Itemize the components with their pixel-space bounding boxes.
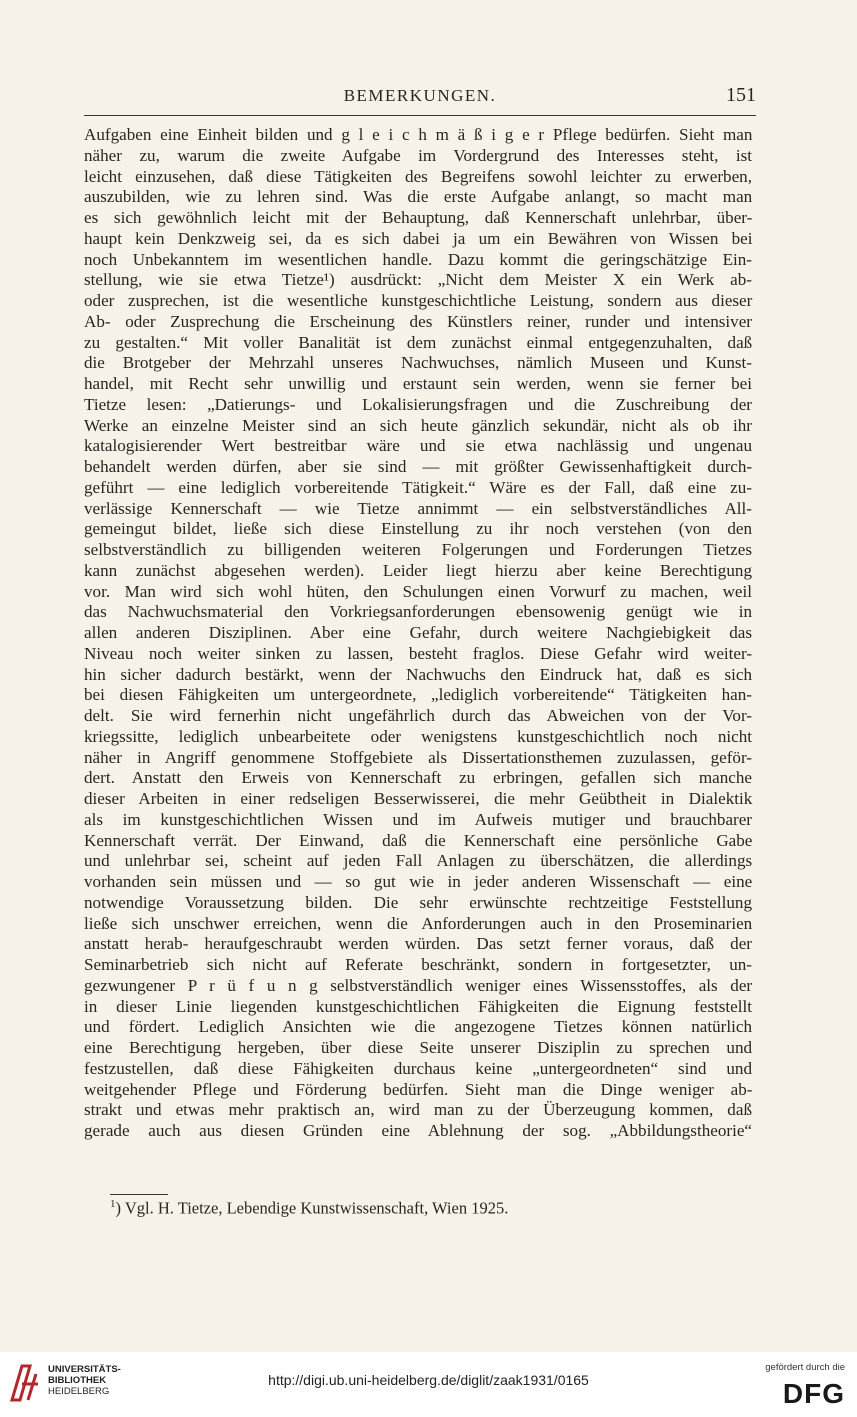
text-line: eine Berechtigung hergeben, über diese Seite unserer Disziplin zu sprechen und xyxy=(84,1038,753,1057)
footnote xyxy=(110,1198,508,1219)
text-line: gezwungener P r ü f u n g selbstverständlich weniger eines Wissensstoffes, als der xyxy=(84,975,753,995)
text-line: kriegssitte, lediglich unbearbeitete oder wenigstens kunstgeschichtlich noch nicht xyxy=(84,726,752,746)
text-line: dieser Arbeiten in einer redseligen Besserwisserei, die mehr Geübtheit in Dialektik xyxy=(84,789,753,808)
text-line: und unlehrbar sei, scheint auf jeden Fall Anlagen zu überschätzen, die allerdings xyxy=(84,851,753,871)
text-line: als im kunstgeschichtlichen Wissen und im Aufweis mutiger und brauchbarer xyxy=(84,809,752,829)
running-head: BEMERKUNGEN. xyxy=(343,86,497,105)
text-line: Seminarbetrieb sich nicht auf Referate beschränkt, sondern in fortgesetzter, un- xyxy=(84,955,752,974)
text-line: anstatt herab- heraufgeschraubt werden würden. Das setzt ferner voraus, daß der xyxy=(84,934,752,954)
library-name-line-3: HEIDELBERG xyxy=(48,1386,110,1397)
text-line: haupt kein Denkzweig sei, da es sich dabei ja um ein Bewähren von Wissen bei xyxy=(84,228,753,248)
text-line: dert. Anstatt den Erweis von Kennerschaft zu erbringen, gefallen sich manche xyxy=(84,768,752,788)
text-line: das Nachwuchsmaterial den Vorkriegsanforderungen ebensowenig genügt wie in xyxy=(84,602,752,622)
text-line: gerade auch aus diesen Gründen eine Ablehnung der sog. „Abbildungstheorie“ xyxy=(84,1121,752,1140)
text-line: leicht einzusehen, daß diese Tätigkeiten des Begreifens sowohl leichter zu erwerben, xyxy=(84,166,752,186)
text-line: selbstverständlich zu billigenden weiteren Folgerungen und Forderungen Tietzes xyxy=(84,540,752,559)
text-line: delt. Sie wird fernerhin nicht ungefährlich durch das Abweichen von der Vor- xyxy=(84,706,752,725)
text-line: festzustellen, daß diese Fähigkeiten durchaus keine „untergeordneten“ sind und xyxy=(84,1058,752,1078)
text-line: stellung, wie sie etwa Tietze¹) ausdrückt: „Nicht dem Meister X ein Werk ab- xyxy=(84,270,752,290)
page-number: 151 xyxy=(726,84,756,106)
permalink-url[interactable]: http://digi.ub.uni-heidelberg.de/diglit/zaak1931/0165 xyxy=(268,1372,589,1388)
text-line: behandelt werden dürfen, aber sie sind — mit größter Gewissenhaftigkeit durch- xyxy=(84,457,753,476)
header-rule xyxy=(84,115,756,116)
text-line: und fördert. Lediglich Ansichten wie die angezogene Tietzes können natürlich xyxy=(84,1017,752,1037)
text-line: oder zusprechen, ist die wesentliche kunstgeschichtliche Leistung, sondern aus dieser xyxy=(84,291,753,310)
text-line: gemeingut bildet, ließe sich diese Einstellung zu ihr noch verstehen (von den xyxy=(84,519,752,539)
text-line: Niveau noch weiter sinken zu lassen, besteht fraglos. Diese Gefahr wird weiter- xyxy=(84,643,753,663)
text-line: Aufgaben eine Einheit bilden und g l e i c h m ä ß i g e r Pflege bedürfen. Sieht man xyxy=(84,125,753,144)
library-name-line-2: BIBLIOTHEK xyxy=(48,1375,107,1386)
body-text xyxy=(84,125,752,1142)
text-line: allen anderen Disziplinen. Aber eine Gefahr, durch weitere Nachgiebigkeit das xyxy=(84,623,752,642)
text-line: verlässige Kennerschaft — wie Tietze annimmt — ein selbstverständliches All- xyxy=(84,498,752,518)
text-line: die Brotgeber der Mehrzahl unseres Nachwuchses, nämlich Museen und Kunst- xyxy=(84,353,752,373)
text-line: in dieser Linie liegenden kunstgeschichtlichen Fähigkeiten die Eignung feststellt xyxy=(84,996,752,1016)
footnote-text: ) Vgl. H. Tietze, Lebendige Kunstwissenschaft, Wien 1925. xyxy=(115,1198,509,1218)
page-header xyxy=(84,84,756,114)
text-line: hin sicher dadurch bestärkt, wenn der Nachwuchs den Eindruck hat, daß es sich xyxy=(84,664,752,684)
text-line: bei diesen Fähigkeiten um untergeordnete, „lediglich vorbereitende“ Tätigkeiten han- xyxy=(84,685,752,705)
text-line: vorhanden sein müssen und — so gut wie in jeder anderen Wissenschaft — eine xyxy=(84,872,753,891)
text-line: weitgehender Pflege und Förderung bedürfen. Sieht man die Dinge weniger ab- xyxy=(84,1079,753,1099)
text-line: geführt — eine lediglich vorbereitende Tätigkeit.“ Wäre es der Fall, daß eine zu- xyxy=(84,477,752,497)
text-line: katalogisierender Wert bestreitbar wäre und sie etwa nachlässig und ungenau xyxy=(84,436,752,456)
text-line: näher zu, warum die zweite Aufgabe im Vordergrund des Interesses steht, ist xyxy=(84,145,752,165)
text-line: Werke an einzelne Meister sind an sich heute gänzlich sekundär, nicht als ob ihr xyxy=(84,415,752,435)
text-line: näher in Angriff genommene Stoffgebiete als Dissertationsthemen zuzulassen, geför- xyxy=(84,747,752,767)
text-line: handel, mit Recht sehr unwillig und erstaunt sein werden, wenn sie ferner bei xyxy=(84,374,752,393)
text-line: zu gestalten.“ Mit voller Banalität ist dem zunächst einmal entgegenzuhalten, daß xyxy=(84,332,753,352)
text-line: Ab- oder Zusprechung die Erscheinung des Künstlers reiner, runder und intensiver xyxy=(84,311,752,331)
text-line: vor. Man wird sich wohl hüten, den Schulungen einen Vorwurf zu machen, weil xyxy=(84,581,752,601)
footnote-rule xyxy=(110,1194,168,1195)
text-line: ließe sich unschwer erreichen, wenn die Anforderungen auch in den Proseminarien xyxy=(84,913,753,933)
footnote-marker: 1 xyxy=(110,1198,116,1210)
text-line: noch Unbekanntem im wesentlichen handle. Dazu kommt die geringschätzige Ein- xyxy=(84,249,752,269)
funded-by-label: gefördert durch die xyxy=(765,1362,845,1373)
text-line: notwendige Voraussetzung bilden. Die sehr erwünschte rechtzeitige Feststellung xyxy=(84,892,752,912)
text-line: es sich gewöhnlich leicht mit der Behauptung, daß Kennerschaft unlehrbar, über- xyxy=(84,208,753,227)
viewer-footer xyxy=(0,1352,857,1417)
text-line: strakt und etwas mehr praktisch an, wird man zu der Überzeugung kommen, daß xyxy=(84,1100,752,1120)
text-line: kann zunächst abgesehen werden). Leider liegt hierzu aber keine Berechtigung xyxy=(84,560,752,580)
text-line: Tietze lesen: „Datierungs- und Lokalisierungsfragen und die Zuschreibung der xyxy=(84,394,752,414)
library-name-line-1: UNIVERSITÄTS- xyxy=(48,1364,121,1375)
dfg-logo-icon: DFG xyxy=(782,1378,845,1409)
text-line: Kennerschaft verrät. Der Einwand, daß die Kennerschaft eine persönliche Gabe xyxy=(84,830,753,850)
text-line: auszubilden, wie zu lehren sind. Was die erste Aufgabe anlangt, so macht man xyxy=(84,187,753,207)
